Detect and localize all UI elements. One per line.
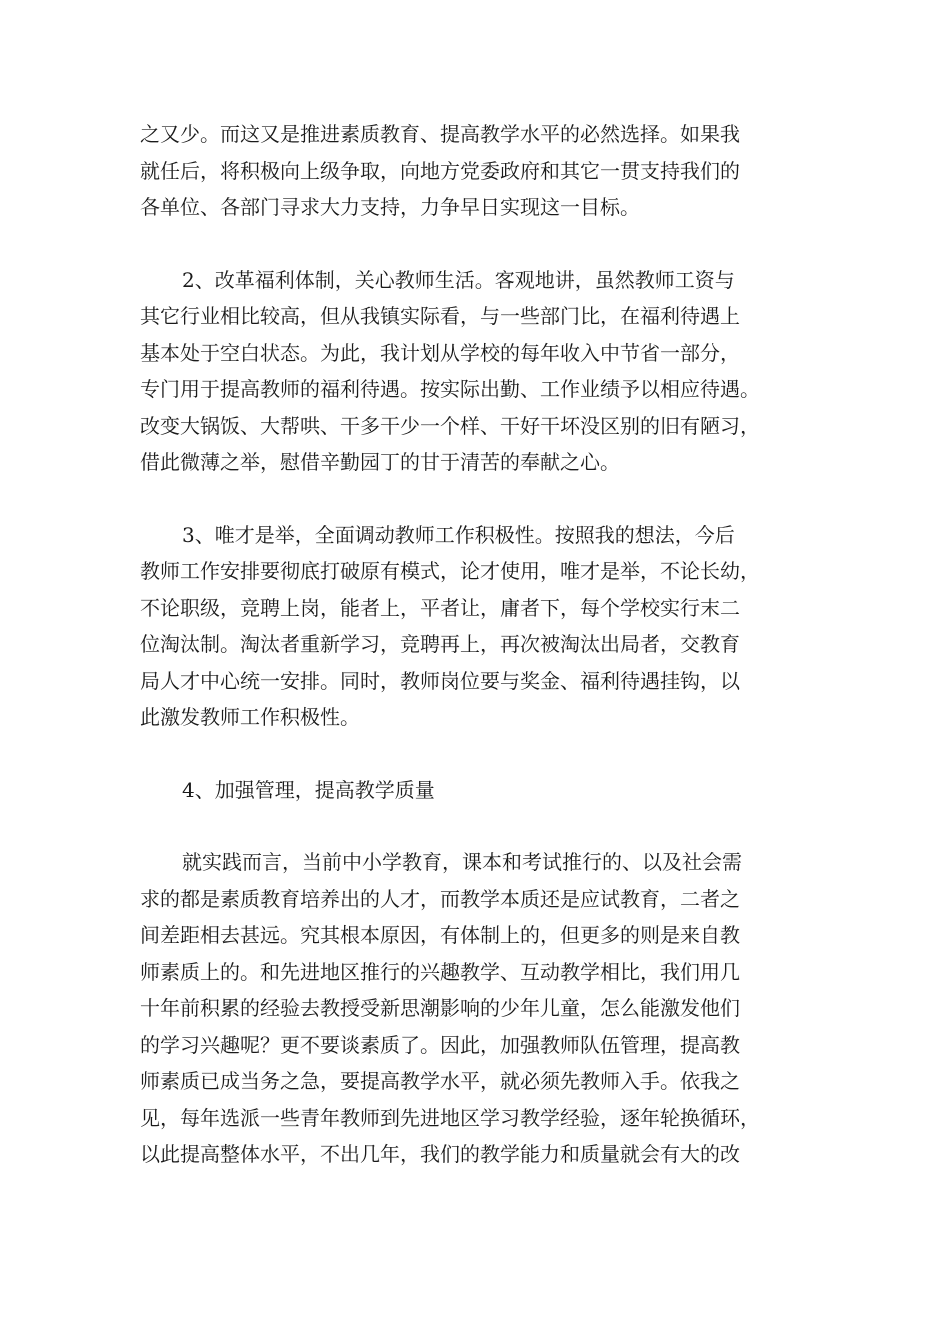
text-line: 3、唯才是举，全面调动教师工作积极性。按照我的想法，今后 — [182, 522, 735, 547]
paragraph-3 — [140, 517, 830, 736]
text-line: 借此微薄之举，慰借辛勤园丁的甘于清苦的奉献之心。 — [140, 450, 620, 474]
text-line: 教师工作安排要彻底打破原有模式，论才使用，唯才是举，不论长幼， — [140, 559, 760, 583]
text-line: 师素质已成当务之急，要提高教学水平，就必须先教师入手。依我之 — [140, 1069, 740, 1093]
text-line: 以此提高整体水平，不出几年，我们的教学能力和质量就会有大的改 — [140, 1142, 740, 1166]
text-line: 十年前积累的经验去教授受新思潮影响的少年儿童，怎么能激发他们 — [140, 996, 740, 1020]
text-line: 师素质上的。和先进地区推行的兴趣教学、互动教学相比，我们用几 — [140, 959, 740, 984]
text-line: 专门用于提高教师的福利待遇。按实际出勤、工作业绩予以相应待遇。 — [140, 377, 760, 401]
text-line: 就任后，将积极向上级争取，向地方党委政府和其它一贯支持我们的 — [140, 158, 740, 183]
text-line: 就实践而言，当前中小学教育，课本和考试推行的、以及社会需 — [182, 850, 742, 874]
document-page — [140, 116, 830, 1173]
text-line: 改变大锅饭、大帮哄、干多干少一个样、干好干坏没区别的旧有陋习， — [140, 413, 760, 438]
paragraph-1 — [140, 116, 830, 226]
paragraph-5 — [140, 844, 830, 1173]
text-line: 位淘汰制。淘汰者重新学习，竞聘再上，再次被淘汰出局者，交教育 — [140, 632, 740, 656]
text-line: 局人才中心统一安排。同时，教师岗位要与奖金、福利待遇挂钩，以 — [140, 668, 740, 693]
text-line: 各单位、各部门寻求大力支持，力争早日实现这一目标。 — [140, 195, 640, 219]
paragraph-4-heading — [140, 772, 830, 809]
text-line: 4、加强管理，提高教学质量 — [182, 777, 435, 802]
text-line: 求的都是素质教育培养出的人才，而教学本质还是应试教育，二者之 — [140, 886, 740, 911]
text-line: 不论职级，竞聘上岗，能者上，平者让，庸者下，每个学校实行末二 — [140, 595, 740, 620]
text-line: 间差距相去甚远。究其根本原因，有体制上的，但更多的则是来自教 — [140, 923, 740, 947]
paragraph-2 — [140, 262, 830, 481]
text-line: 之又少。而这又是推进素质教育、提高教学水平的必然选择。如果我 — [140, 122, 740, 146]
text-line: 基本处于空白状态。为此，我计划从学校的每年收入中节省一部分， — [140, 340, 740, 365]
text-line: 此激发教师工作积极性。 — [140, 705, 360, 729]
text-line: 其它行业相比较高，但从我镇实际看，与一些部门比，在福利待遇上 — [140, 304, 740, 328]
text-line: 的学习兴趣呢？更不要谈素质了。因此，加强教师队伍管理，提高教 — [140, 1032, 740, 1057]
text-line: 见，每年选派一些青年教师到先进地区学习教学经验，逐年轮换循环， — [140, 1105, 760, 1130]
text-line: 2、改革福利体制，关心教师生活。客观地讲，虽然教师工资与 — [182, 267, 735, 292]
